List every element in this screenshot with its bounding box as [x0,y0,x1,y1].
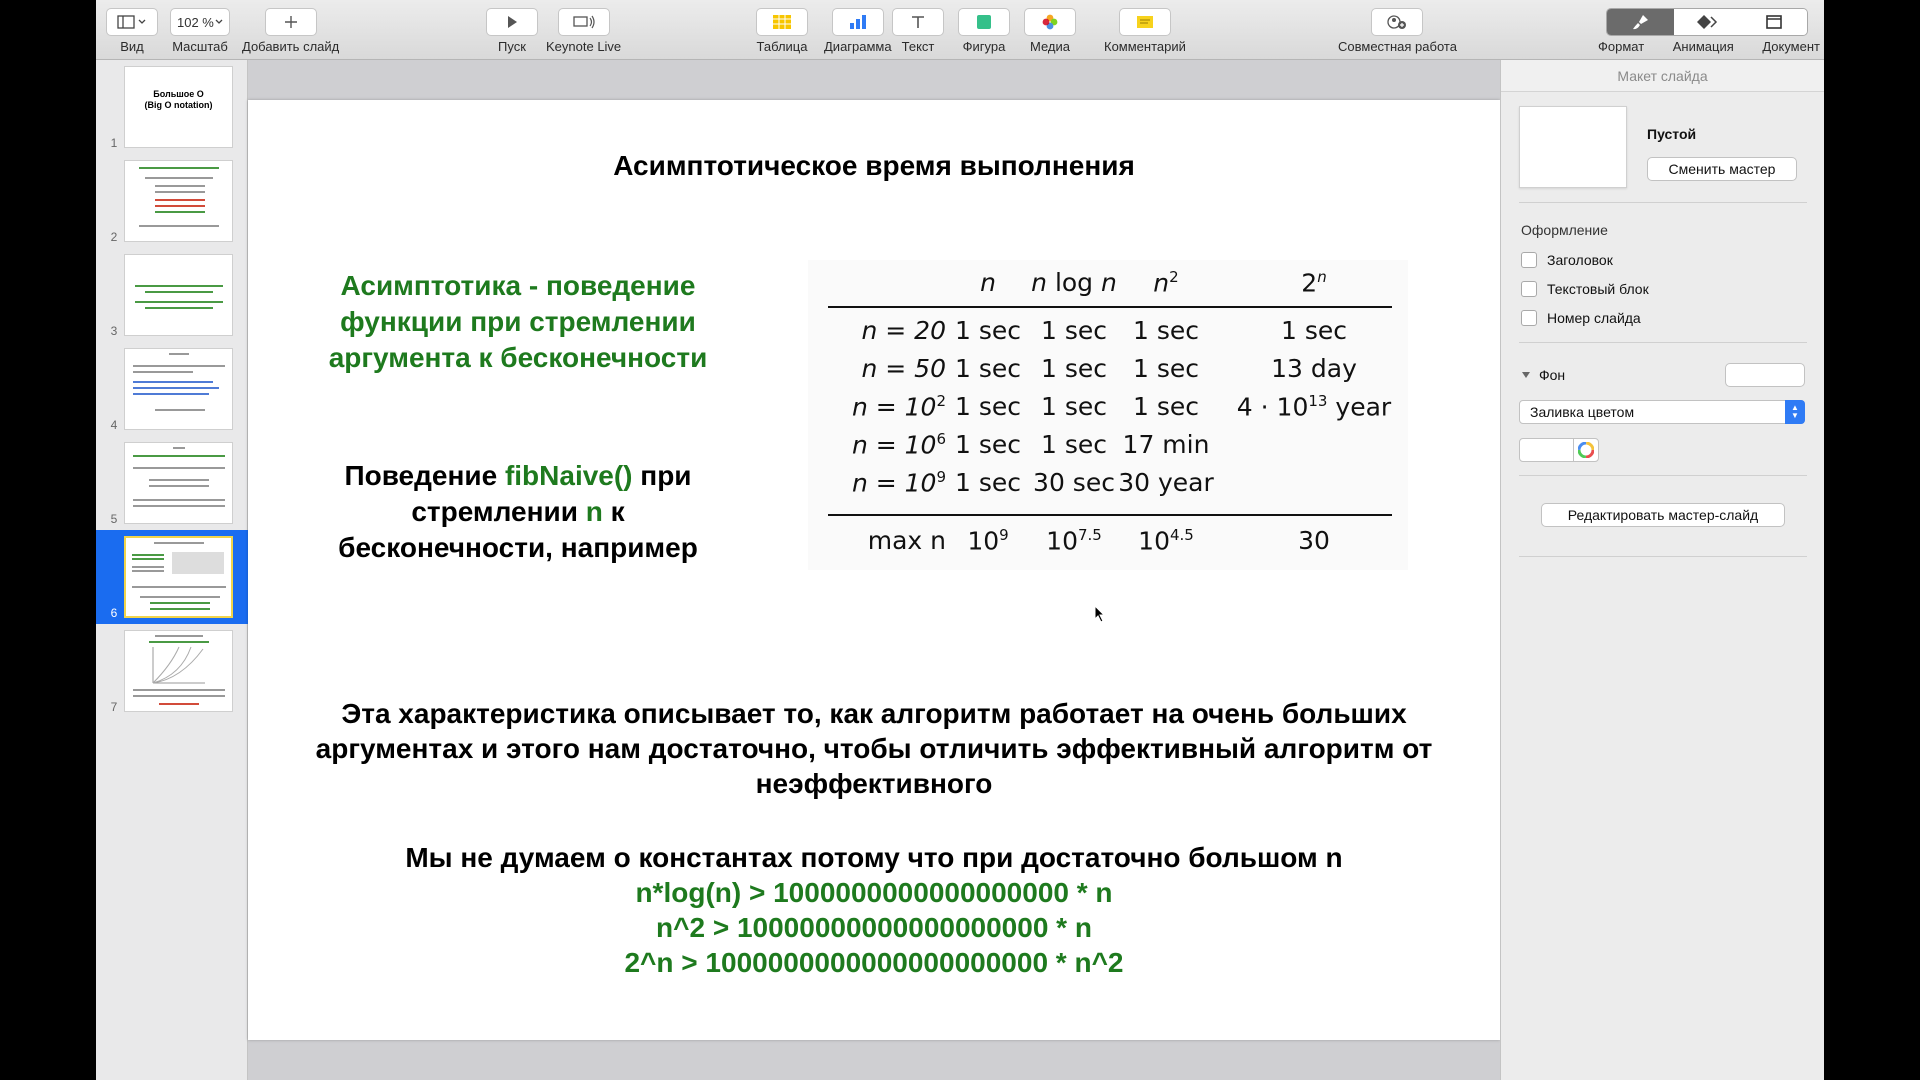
chart-control[interactable] [824,8,892,54]
sidebar-view-icon [117,15,147,29]
play-icon [505,15,519,29]
slide-thumbnail-3[interactable] [96,248,248,342]
table-cell: 1 sec [954,430,1022,459]
zoom-value: 102 % [177,14,214,30]
slide-number: 6 [110,606,118,620]
table-cell: 1 sec [1040,430,1108,459]
slide-number: 4 [110,418,118,432]
slide-thumbnail-preview [124,66,233,148]
header-nlogn: n log n [1031,268,1117,297]
document-icon [1765,14,1783,30]
row-label: $n = 10^9$ [851,468,946,498]
table-cell: $10^{7.5}$ [1046,526,1102,556]
table-cell: 1 sec [954,354,1022,383]
disclosure-triangle-icon [1521,371,1531,379]
text-button[interactable] [892,8,944,36]
header-2n: 2$^n$ [1301,268,1327,298]
toolbar [96,0,1824,60]
divider [1519,556,1807,557]
format-tab[interactable] [1607,9,1674,35]
slide-navigator [96,60,248,1080]
table-cell: 1 sec [1132,354,1200,383]
constants-block[interactable] [268,840,1480,980]
body-checkbox[interactable]: Текстовый блок [1521,281,1649,297]
table-cell: 1 sec [1132,316,1200,345]
table-control[interactable] [756,8,808,54]
divider [1519,342,1807,343]
shape-icon [976,14,992,30]
zoom-control[interactable] [170,8,230,54]
slide[interactable] [248,100,1500,1040]
table-cell: 17 min [1122,430,1210,459]
format-label: Формат [1598,39,1645,54]
slide-thumbnail-5[interactable] [96,436,248,530]
mouse-cursor-icon [1094,605,1106,623]
media-button[interactable] [1024,8,1076,36]
table-bottom-rule [828,514,1392,516]
play-label: Пуск [498,39,526,54]
constants-line: n*log(n) > 1000000000000000000 * n [635,877,1113,908]
chart-button[interactable] [832,8,884,36]
media-label: Медиа [1030,39,1070,54]
slide-canvas [248,60,1500,1080]
constants-line: n^2 > 10000000000000000000 * n [656,912,1092,943]
table-cell: 1 sec [1040,392,1108,421]
checkbox-box[interactable] [1521,281,1537,297]
slide-thumbnail-2[interactable] [96,154,248,248]
slide-thumbnail-preview [124,536,233,618]
animate-tab[interactable] [1674,9,1741,35]
change-master-button[interactable]: Сменить мастер [1647,157,1797,181]
inspector-segmented-control[interactable] [1606,8,1808,36]
divider [1519,202,1807,203]
slide-thumbnail-preview [124,160,233,242]
thumb-graph-icon [151,645,207,685]
table-cell: $10^{4.5}$ [1138,526,1194,556]
text-label: Текст [901,39,935,54]
animate-icon [1696,14,1718,30]
inspector-tab-labels [1598,39,1820,54]
complexity-table-image[interactable] [808,260,1408,570]
table-cell: 1 sec [1040,316,1108,345]
appearance-label: Оформление [1521,222,1608,238]
master-thumbnail[interactable] [1519,106,1627,188]
slide-thumbnail-7[interactable] [96,624,248,718]
photos-icon [1041,13,1059,31]
table-cell: $4 \cdot 10^{13}$ year [1236,392,1392,422]
view-button[interactable] [106,8,158,36]
slide-thumbnail-preview [124,442,233,524]
table-label: Таблица [756,39,808,54]
text-icon [910,14,926,30]
play-control[interactable] [486,8,538,54]
slide-number: 1 [110,136,118,150]
table-cell: 1 sec [1132,392,1200,421]
inspector-panel [1500,60,1824,1080]
table-cell: 1 sec [954,392,1022,421]
document-tab[interactable] [1740,9,1807,35]
table-cell: 1 sec [1280,316,1348,345]
keynote-live-button[interactable] [558,8,610,36]
table-top-rule [828,306,1392,308]
header-n: n [980,268,996,297]
collaborate-control[interactable] [1338,8,1457,54]
slide-thumbnail-preview [124,348,233,430]
collaborate-button[interactable] [1371,8,1423,36]
row-label: n = 20 [861,316,946,345]
comment-button[interactable] [1119,8,1171,36]
constants-line: Мы не думаем о константах потому что при достаточно большом n [405,842,1343,873]
checkbox-box[interactable] [1521,310,1537,326]
add-slide-button[interactable] [265,8,317,36]
color-wheel-button[interactable] [1573,438,1599,462]
table-cell: 1 sec [1040,354,1108,383]
panel-header: Макет слайда [1501,60,1824,92]
text-control[interactable] [892,8,944,54]
chart-label: Диаграмма [824,39,892,54]
add-slide-control[interactable] [242,8,339,54]
shape-control[interactable] [958,8,1010,54]
table-cell: 1 sec [954,316,1022,345]
zoom-label: Масштаб [172,39,228,54]
document-label: Документ [1762,39,1820,54]
shape-button[interactable] [958,8,1010,36]
table-cell: 30 [1298,526,1330,555]
slide-number-checkbox[interactable]: Номер слайда [1521,310,1641,326]
slide-thumbnail-preview [124,630,233,712]
slide-number: 7 [110,700,118,714]
table-cell: $10^9$ [967,526,1009,556]
table-button[interactable] [756,8,808,36]
edit-master-button[interactable]: Редактировать мастер-слайд [1541,503,1785,527]
slide-number: 2 [110,230,118,244]
slide-thumbnail-6[interactable] [96,530,248,624]
keynote-window [96,0,1824,1080]
broadcast-icon [572,15,596,29]
select-arrows-icon: ▲ ▼ [1785,400,1805,424]
shape-label: Фигура [962,39,1006,54]
title-checkbox[interactable]: Заголовок [1521,252,1613,268]
keynote-live-control[interactable] [546,8,621,54]
explanation-paragraph[interactable]: Эта характеристика описывает то, как алгоритм работает на очень больших аргументах и этого нам достаточно, чтобы отличить эффективный алгоритм от неэффективного [315,698,1433,799]
add-slide-label: Добавить слайд [242,39,340,54]
fill-select[interactable]: Заливка цветом ▲ ▼ [1519,400,1805,424]
checkbox-box[interactable] [1521,252,1537,268]
play-button[interactable] [486,8,538,36]
view-label: Вид [120,39,144,54]
slide-thumbnail-preview [124,254,233,336]
table-cell: 30 sec [1033,468,1115,497]
keynote-live-label: Keynote Live [546,39,622,54]
color-wheel-icon [1578,442,1594,458]
background-section[interactable]: Фон [1521,367,1565,383]
color-swatch[interactable] [1519,438,1575,462]
thumb-title: Большое O (Big O notation) [144,89,213,110]
row-label: n = 50 [861,354,946,383]
slide-number: 3 [110,324,118,338]
animate-label: Анимация [1672,39,1734,54]
chevron-down-icon [215,19,223,25]
table-cell: 1 sec [954,468,1022,497]
view-control[interactable] [106,8,158,54]
row-label: $n = 10^2$ [851,392,946,422]
paintbrush-icon [1631,14,1649,30]
row-label: max n [867,526,946,555]
media-control[interactable] [1024,8,1076,54]
slide-title[interactable]: Асимптотическое время выполнения [613,150,1135,181]
collaborate-label: Совместная работа [1338,39,1457,54]
zoom-button[interactable] [170,8,230,36]
header-n2: $n^2$ [1153,268,1179,298]
plus-icon [283,14,299,30]
slide-thumbnail-4[interactable] [96,342,248,436]
comment-icon [1136,15,1154,29]
slide-thumbnail-1[interactable] [96,60,248,154]
comment-control[interactable] [1104,8,1186,54]
master-name: Пустой [1647,126,1697,142]
constants-line: 2^n > 1000000000000000000000 * n^2 [624,947,1124,978]
behavior-text[interactable]: Поведение fibNaive() при стремлении n к бесконечности, например [338,460,698,563]
slide-number: 5 [110,512,118,526]
table-icon [772,14,792,30]
divider [1519,475,1807,476]
row-label: $n = 10^6$ [851,430,946,460]
chart-icon [848,14,868,30]
definition-text[interactable]: Асимптотика - поведение функции при стремлении аргумента к бесконечности [328,270,708,373]
table-cell: 30 year [1118,468,1214,497]
background-color-well[interactable] [1725,363,1805,387]
table-cell: 13 day [1271,354,1357,383]
comment-label: Комментарий [1104,39,1186,54]
collaborate-icon [1385,14,1409,30]
